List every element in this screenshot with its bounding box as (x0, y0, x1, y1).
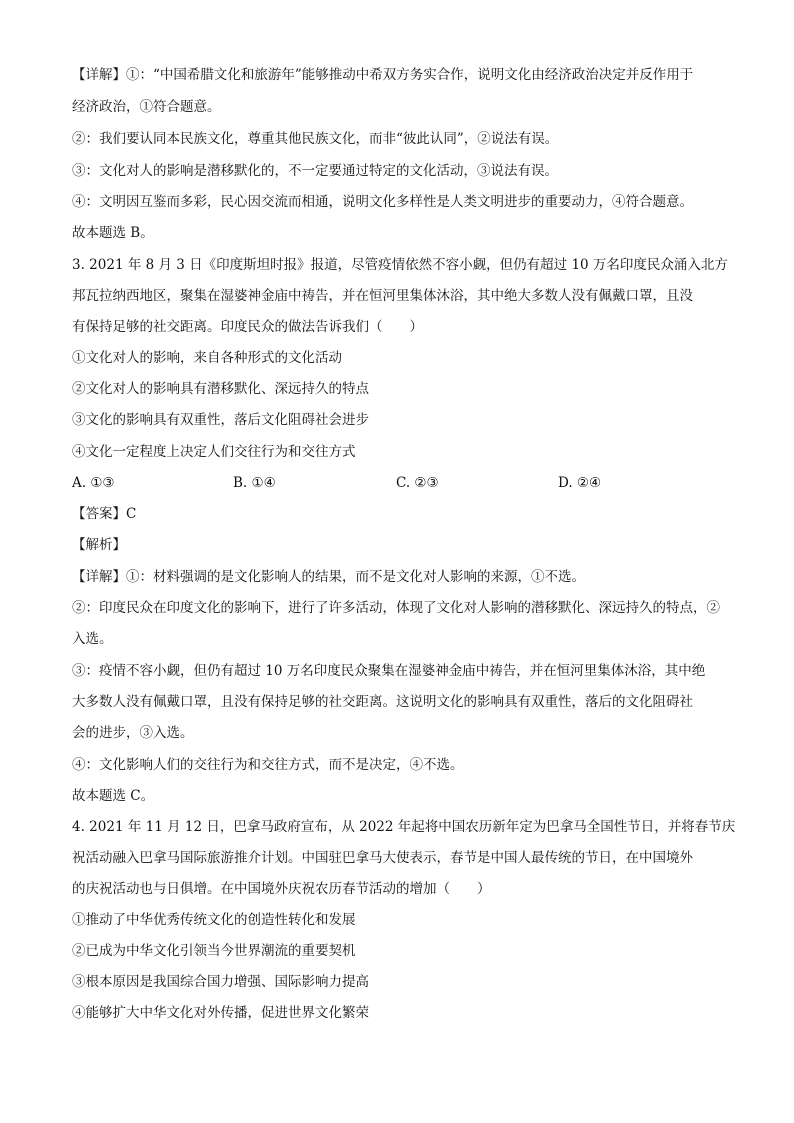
q4-statement-1: ①推动了中华优秀传统文化的创造性转化和发展 (72, 912, 356, 928)
q3-detail-item2-line1: ②：印度民众在印度文化的影响下，进行了许多活动，体现了文化对人影响的潜移默化、深远持久的特点，② (72, 600, 720, 616)
q3-detail-item4: ④：文化影响人们的交往行为和交往方式，而不是决定，④不选。 (72, 757, 464, 773)
q3-statement-2: ②文化对人的影响具有潜移默化、深远持久的特点 (72, 381, 369, 397)
q3-detail-item3-line1: ③：疫情不容小觑，但仍有超过 10 万名印度民众聚集在湿婆神金庙中祷告，并在恒河里集体沐浴，其中绝 (72, 663, 706, 679)
q3-detail-item2-line2: 入选。 (72, 631, 113, 647)
q3-analysis-label: 【解析】 (72, 537, 126, 553)
q3-detail-item3-line2: 大多数人没有佩戴口罩，且没有保持足够的社交距离。这说明文化的影响具有双重性，落后的文化阻碍社 (72, 694, 693, 710)
q4-stem-line1: 4. 2021 年 11 月 12 日，巴拿马政府宣布，从 2022 年起将中国农历新年定为巴拿马全国性节日，并将春节庆 (72, 819, 736, 835)
q4-statement-3: ③根本原因是我国综合国力增强、国际影响力提高 (72, 974, 369, 990)
q4-stem-line3: 的庆祝活动也与日俱增。在中国境外庆祝农历春节活动的增加（ ） (72, 881, 491, 897)
q3-detail-item3-line3: 会的进步，③入选。 (72, 725, 194, 741)
q3-stem-line3: 有保持足够的社交距离。印度民众的做法告诉我们（ ） (72, 319, 423, 335)
q3-conclusion: 故本题选 C。 (72, 788, 155, 804)
q3-option-d: D. ②④ (558, 475, 602, 491)
q3-option-a: A. ①③ (72, 475, 115, 491)
q3-stem-line2: 邦瓦拉纳西地区，聚集在湿婆神金庙中祷告，并在恒河里集体沐浴，其中绝大多数人没有佩戴口罩，且没 (72, 288, 693, 304)
q4-stem-line2: 祝活动融入巴拿马国际旅游推介计划。中国驻巴拿马大使表示，春节是中国人最传统的节日，在中国境外 (72, 850, 693, 866)
q3-option-c: C. ②③ (396, 475, 439, 491)
q3-option-b: B. ①④ (233, 475, 276, 491)
q3-statement-4: ④文化一定程度上决定人们交往行为和交往方式 (72, 444, 356, 460)
q3-stem-line1: 3. 2021 年 8 月 3 日《印度斯坦时报》报道，尽管疫情依然不容小觑，但仍有超过 10 万名印度民众涌入北方 (72, 257, 728, 273)
q2-detail-item2: ②：我们要认同本民族文化，尊重其他民族文化，而非“彼此认同”，②说法有误。 (72, 131, 559, 147)
q3-answer: 【答案】C (72, 506, 137, 522)
q3-statement-3: ③文化的影响具有双重性，落后文化阻碍社会进步 (72, 412, 369, 428)
q2-conclusion: 故本题选 B。 (72, 225, 154, 241)
q2-detail-item3: ③：文化对人的影响是潜移默化的，不一定要通过特定的文化活动，③说法有误。 (72, 163, 558, 179)
q2-detail-item4: ④：文明因互鉴而多彩，民心因交流而相通，说明文化多样性是人类文明进步的重要动力，④符合题意。 (72, 194, 693, 210)
q2-detail-line1: 【详解】①：“中国希腊文化和旅游年”能够推动中希双方务实合作，说明文化由经济政治决定并反作用于 (72, 67, 694, 83)
q4-statement-2: ②已成为中华文化引领当今世界潮流的重要契机 (72, 943, 356, 959)
q2-detail-line2: 经济政治，①符合题意。 (72, 99, 221, 115)
q4-statement-4: ④能够扩大中华文化对外传播，促进世界文化繁荣 (72, 1005, 369, 1021)
q3-statement-1: ①文化对人的影响，来自各种形式的文化活动 (72, 350, 342, 366)
q3-detail-item1: 【详解】①：材料强调的是文化影响人的结果，而不是文化对人影响的来源，①不选。 (72, 569, 585, 585)
